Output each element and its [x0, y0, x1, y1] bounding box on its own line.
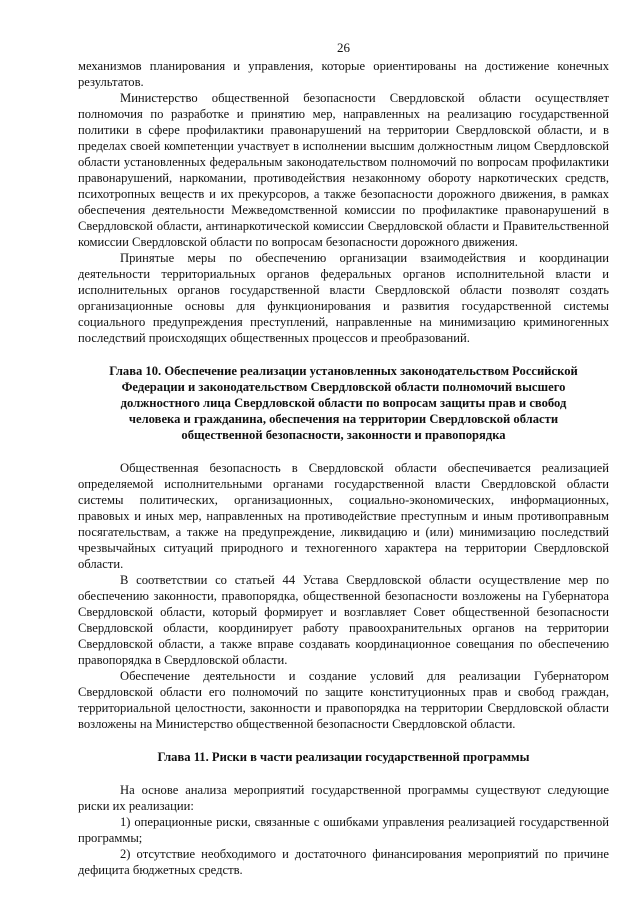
- list-item-risk-1: 1) операционные риски, связанные с ошибками управления реализацией государственной программы;: [78, 815, 609, 845]
- list-item-risk-2: 2) отсутствие необходимого и достаточного финансирования мероприятий по причине дефицита бюджетных средств.: [78, 847, 609, 877]
- paragraph-public-safety: Общественная безопасность в Свердловской области обеспечивается реализацией определяемой исполнительными органами государственной власти Свердловской области системы политических, организационных, социально-экономических, информационных, правовых и иных мер, направленных на противодействие преступным и иным противоправным посягательствам, а также на предупреждение, ликвидацию и (или) минимизацию последствий чрезвычайных ситуаций природного и техногенного характера на территории Свердловской области.: [78, 461, 609, 571]
- paragraph-ministry-powers: Министерство общественной безопасности Свердловской области осуществляет полномочия по разработке и принятию мер, направленных на реализацию государственной политики в сфере профилактики правонарушений на территории Свердловской области, и в пределах своей компетенции участвует в исполнении высшим должностным лицом Свердловской области установленных федеральным законодательством полномочий по вопросам профилактики правонарушений, наркомании, противодействия незаконному обороту наркотических средств, психотропных веществ и их прекурсоров, а также безопасности дорожного движения, в рамках обеспечения деятельности Межведомственной комиссии по профилактике правонарушений в Свердловской области, антинаркотической комиссии Свердловской области и Правительственной комиссии Свердловской области по вопросам безопасности дорожного движения.: [78, 91, 609, 249]
- paragraph-continuation: механизмов планирования и управления, которые ориентированы на достижение конечных результатов.: [78, 59, 609, 89]
- paragraph-governor-support: Обеспечение деятельности и создание условий для реализации Губернатором Свердловской области его полномочий по защите конституционных прав и свобод граждан, территориальной целостности, законности и правопорядка на территории Свердловской области возложены на Министерство общественной безопасности Свердловской области.: [78, 669, 609, 731]
- chapter-11-heading: Глава 11. Риски в части реализации государственной программы: [157, 750, 530, 764]
- document-body: [78, 58, 609, 878]
- paragraph-article-44: В соответствии со статьей 44 Устава Свердловской области осуществление мер по обеспечению законности, правопорядка, общественной безопасности возложены на Губернатора Свердловской области, который формирует и возглавляет Совет общественной безопасности Свердловской области, координирует работу правоохранительных органов на территории Свердловской области, а также вправе создавать координационное совещания по обеспечению правопорядка в Свердловской области.: [78, 573, 609, 667]
- chapter-10-heading: Глава 10. Обеспечение реализации установленных законодательством Российской Федерации и законодательством Свердловской области полномочий высшего должностного лица Свердловской области по вопросам защиты прав и свобод человека и гражданина, обеспечения на территории Свердловской области общественной безопасности, законности и правопорядка: [109, 364, 578, 442]
- page-number: 26: [337, 40, 350, 55]
- paragraph-coordination-measures: Принятые меры по обеспечению организации взаимодействия и координации деятельности территориальных органов федеральных органов исполнительной власти и исполнительных органов государственной власти Свердловской области позволят создать организационные основы для функционирования и развития государственной системы социального предупреждения преступлений, направленные на минимизацию криминогенных последствий происходящих общественных процессов и преобразований.: [78, 251, 609, 345]
- paragraph-risks-intro: На основе анализа мероприятий государственной программы существуют следующие риски их реализации:: [78, 783, 609, 813]
